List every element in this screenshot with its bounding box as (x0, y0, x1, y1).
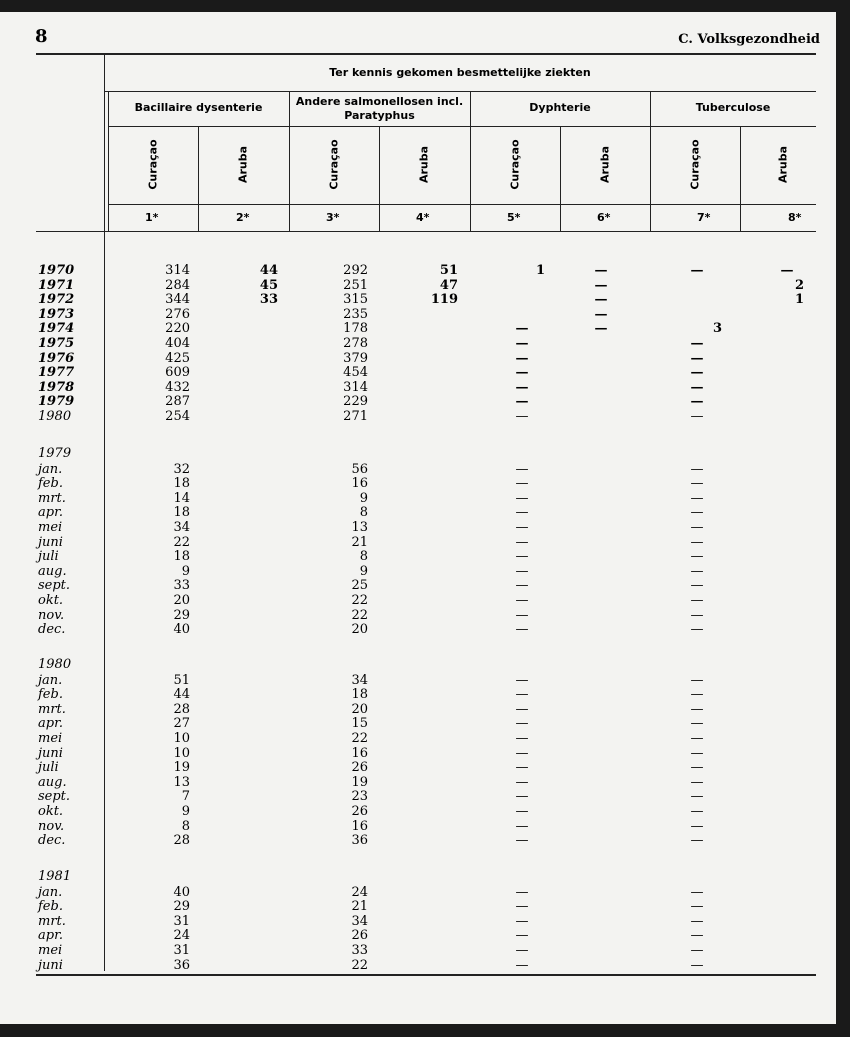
table-cell: 33 (173, 578, 190, 594)
row-label: aug. (38, 563, 67, 579)
table-cell: — (515, 622, 529, 638)
table-cell: — (690, 731, 704, 746)
table-cell: — (690, 701, 704, 717)
row-label: feb. (38, 687, 63, 703)
table-cell: 254 (165, 409, 190, 424)
table-cell: 3 (712, 321, 722, 337)
column-divider (740, 126, 741, 231)
table-cell: 178 (343, 321, 368, 337)
table-cell: 31 (173, 943, 190, 958)
table-cell: — (690, 365, 704, 381)
row-label: juli (38, 549, 59, 565)
table-cell: — (515, 534, 529, 550)
table-main-header: Ter kennis gekomen besmettelijke ziekten (329, 66, 591, 79)
row-label: feb. (38, 899, 63, 915)
group-header-dyphterie: Dyphterie (529, 101, 591, 114)
table-cell: 29 (173, 899, 190, 915)
row-label: okt. (38, 804, 64, 819)
table-cell: 31 (173, 913, 190, 929)
header-rule-2 (108, 126, 816, 127)
table-cell: — (515, 818, 529, 834)
table-cell: 8 (181, 818, 190, 834)
header-rule-3 (108, 204, 816, 205)
table-cell: 33 (259, 292, 278, 308)
row-label: juni (38, 745, 63, 761)
table-cell: 40 (173, 622, 190, 638)
table-cell: — (690, 336, 704, 351)
table-cell: 29 (173, 607, 190, 623)
table-cell: 432 (165, 379, 190, 395)
table-cell: 28 (173, 833, 190, 849)
table-cell: 16 (351, 476, 368, 492)
row-label: mrt. (38, 490, 66, 506)
row-label: jan. (38, 461, 63, 477)
table-cell: 425 (165, 350, 190, 366)
table-cell: 20 (351, 622, 368, 638)
table-cell: — (690, 563, 704, 579)
table-cell: 21 (351, 534, 368, 550)
table-cell: — (690, 350, 704, 366)
table-cell: 220 (165, 321, 190, 337)
row-label: sept. (38, 789, 71, 805)
table-cell: — (690, 789, 704, 805)
group-header-dysenterie: Bacillaire dysenterie (134, 101, 263, 114)
column-label-3: Curaçao (327, 139, 341, 190)
column-label-6: Aruba (598, 145, 612, 184)
table-cell: — (690, 578, 704, 594)
table-cell: — (690, 379, 704, 395)
row-label: 1973 (38, 306, 75, 322)
row-label: 1975 (38, 336, 75, 351)
table-cell: — (515, 731, 529, 746)
table-cell: — (515, 884, 529, 900)
table-cell: — (690, 490, 704, 506)
row-label: jan. (38, 884, 63, 900)
table-cell: 9 (181, 804, 190, 819)
table-cell: — (690, 928, 704, 944)
table-top-rule (36, 53, 816, 55)
table-cell: 276 (165, 306, 190, 322)
table-cell: 235 (343, 306, 368, 322)
column-number-7: 7* (697, 211, 711, 224)
row-label: aug. (38, 774, 67, 790)
table-cell: 10 (173, 731, 190, 746)
table-cell: — (515, 701, 529, 717)
table-cell: 44 (173, 687, 190, 703)
row-label: 1974 (38, 321, 75, 337)
table-cell: 22 (351, 607, 368, 623)
table-cell: 40 (173, 884, 190, 900)
table-bottom-rule (36, 974, 816, 976)
table-cell: 28 (173, 701, 190, 717)
table-cell: — (515, 672, 529, 688)
table-cell: 19 (351, 774, 368, 790)
table-cell: — (515, 928, 529, 944)
table-cell: 44 (259, 263, 278, 278)
table-cell: 379 (343, 350, 368, 366)
column-divider (379, 126, 380, 231)
table-cell: — (515, 774, 529, 790)
table-cell: — (690, 672, 704, 688)
table-cell: 314 (343, 379, 368, 395)
row-label: 1980 (38, 409, 72, 424)
table-cell: — (515, 789, 529, 805)
table-cell: — (690, 607, 704, 623)
row-label: sept. (38, 578, 71, 594)
table-cell: — (515, 379, 529, 395)
table-cell: 22 (351, 593, 368, 608)
column-number-1: 1* (145, 211, 159, 224)
column-number-6: 6* (597, 211, 611, 224)
row-label: 1977 (38, 365, 75, 381)
table-cell: 27 (173, 716, 190, 732)
table-cell: 19 (173, 760, 190, 776)
table-cell: — (690, 716, 704, 732)
table-cell: — (690, 593, 704, 608)
row-label: apr. (38, 928, 63, 944)
row-label: 1979 (38, 394, 75, 410)
block-year-label: 1980 (38, 657, 72, 672)
section-title: C. Volksgezondheid (678, 32, 820, 47)
table-cell: — (780, 263, 794, 278)
table-cell: 271 (343, 409, 368, 424)
table-cell: 13 (173, 774, 190, 790)
table-stub-divider (104, 55, 105, 971)
table-cell: 1 (535, 263, 545, 278)
table-cell: 314 (165, 263, 190, 278)
table-cell: 18 (173, 549, 190, 565)
table-cell: 229 (343, 394, 368, 410)
table-cell: 287 (165, 394, 190, 410)
row-label: nov. (38, 818, 65, 834)
table-cell: — (515, 607, 529, 623)
table-cell: 22 (351, 731, 368, 746)
page-number: 8 (35, 26, 48, 47)
table-cell: 9 (359, 563, 368, 579)
table-cell: — (690, 476, 704, 492)
row-label: okt. (38, 593, 64, 608)
table-cell: 36 (351, 833, 368, 849)
column-label-1: Curaçao (146, 139, 160, 190)
table-cell: 15 (351, 716, 368, 732)
column-label-8: Aruba (776, 145, 790, 184)
table-cell: — (690, 461, 704, 477)
row-label: 1978 (38, 379, 75, 395)
table-cell: — (515, 804, 529, 819)
table-cell: — (515, 913, 529, 929)
row-label: feb. (38, 476, 63, 492)
column-label-2: Aruba (236, 145, 250, 184)
table-cell: — (690, 760, 704, 776)
row-label: 1970 (38, 263, 75, 278)
document-page (0, 12, 836, 1024)
table-cell: 18 (173, 505, 190, 521)
table-cell: 18 (351, 687, 368, 703)
table-cell: 13 (351, 520, 368, 535)
row-label: jan. (38, 672, 63, 688)
table-cell: — (690, 913, 704, 929)
table-cell: 20 (173, 593, 190, 608)
row-label: dec. (38, 622, 66, 638)
table-cell: — (515, 321, 529, 337)
table-cell: — (515, 520, 529, 535)
column-number-5: 5* (507, 211, 521, 224)
table-cell: — (690, 884, 704, 900)
table-cell: — (515, 899, 529, 915)
column-label-4: Aruba (417, 145, 431, 184)
table-cell: — (690, 520, 704, 535)
column-number-4: 4* (416, 211, 430, 224)
table-cell: — (515, 476, 529, 492)
table-cell: — (515, 549, 529, 565)
table-cell: 16 (351, 818, 368, 834)
table-cell: 9 (181, 563, 190, 579)
table-cell: — (515, 593, 529, 608)
table-cell: 34 (351, 672, 368, 688)
table-cell: — (690, 409, 704, 424)
row-label: mei (38, 520, 63, 535)
table-cell: 609 (165, 365, 190, 381)
table-cell: — (515, 687, 529, 703)
table-cell: 14 (173, 490, 190, 506)
block-year-label: 1979 (38, 446, 72, 461)
table-cell: — (690, 505, 704, 521)
table-cell: 454 (343, 365, 368, 381)
column-label-7: Curaçao (688, 139, 702, 190)
header-bottom-rule (36, 231, 816, 232)
table-cell: — (690, 263, 704, 278)
table-cell: — (690, 774, 704, 790)
table-cell: 36 (173, 957, 190, 973)
table-cell: — (515, 394, 529, 410)
table-cell: 278 (343, 336, 368, 351)
row-label: nov. (38, 607, 65, 623)
table-cell: — (515, 350, 529, 366)
table-cell: 34 (351, 913, 368, 929)
table-cell: 26 (351, 760, 368, 776)
row-label: apr. (38, 716, 63, 732)
row-label: mrt. (38, 701, 66, 717)
table-cell: — (690, 833, 704, 849)
column-number-2: 2* (236, 211, 250, 224)
table-cell: — (594, 306, 608, 322)
row-label: mrt. (38, 913, 66, 929)
table-cell: — (690, 549, 704, 565)
row-label: mei (38, 943, 63, 958)
group-header-tuberculose: Tuberculose (695, 101, 771, 114)
table-cell: 23 (351, 789, 368, 805)
table-cell: 7 (181, 789, 190, 805)
group-header-salmonellosen: Andere salmonellosen incl. Paratyphus (295, 95, 464, 122)
table-cell: 20 (351, 701, 368, 717)
row-label: 1976 (38, 350, 75, 366)
table-cell: 22 (351, 957, 368, 973)
table-cell: — (690, 394, 704, 410)
column-divider (560, 126, 561, 231)
table-cell: — (594, 321, 608, 337)
column-divider (198, 126, 199, 231)
table-cell: 10 (173, 745, 190, 761)
table-cell: — (515, 833, 529, 849)
table-cell: 315 (343, 292, 368, 308)
table-cell: 51 (439, 263, 458, 278)
table-cell: — (515, 461, 529, 477)
table-cell: — (515, 365, 529, 381)
table-cell: — (594, 277, 608, 293)
table-cell: 34 (173, 520, 190, 535)
table-cell: 284 (165, 277, 190, 293)
table-cell: — (515, 505, 529, 521)
table-cell: — (690, 818, 704, 834)
table-cell: 8 (359, 549, 368, 565)
row-label: 1971 (38, 277, 75, 293)
table-cell: 251 (343, 277, 368, 293)
table-cell: 24 (351, 884, 368, 900)
table-cell: — (594, 263, 608, 278)
table-cell: 24 (173, 928, 190, 944)
table-cell: — (690, 943, 704, 958)
column-number-3: 3* (326, 211, 340, 224)
table-cell: — (515, 943, 529, 958)
table-cell: — (690, 804, 704, 819)
table-cell: 18 (173, 476, 190, 492)
table-cell: — (594, 292, 608, 308)
table-cell: 1 (794, 292, 804, 308)
table-cell: 344 (165, 292, 190, 308)
table-cell: — (690, 899, 704, 915)
table-cell: — (515, 716, 529, 732)
table-cell: — (515, 760, 529, 776)
table-cell: — (690, 745, 704, 761)
table-cell: — (690, 687, 704, 703)
table-cell: 404 (165, 336, 190, 351)
header-rule-1 (104, 91, 816, 92)
table-cell: 33 (351, 943, 368, 958)
column-number-8: 8* (788, 211, 802, 224)
table-cell: — (690, 622, 704, 638)
table-cell: — (690, 957, 704, 973)
table-cell: — (515, 336, 529, 351)
table-cell: 16 (351, 745, 368, 761)
table-cell: 119 (430, 292, 458, 308)
table-cell: — (515, 563, 529, 579)
table-cell: — (690, 534, 704, 550)
table-cell: 45 (259, 277, 278, 293)
table-cell: — (515, 578, 529, 594)
row-label: dec. (38, 833, 66, 849)
table-cell: 22 (173, 534, 190, 550)
row-label: juli (38, 760, 59, 776)
table-cell: 51 (173, 672, 190, 688)
table-cell: 21 (351, 899, 368, 915)
table-cell: 8 (359, 505, 368, 521)
table-cell: 26 (351, 804, 368, 819)
table-cell: — (515, 490, 529, 506)
table-cell: — (515, 745, 529, 761)
table-cell: 2 (794, 277, 804, 293)
row-label: 1972 (38, 292, 75, 308)
column-label-5: Curaçao (508, 139, 522, 190)
table-cell: 26 (351, 928, 368, 944)
row-label: apr. (38, 505, 63, 521)
table-cell: 292 (343, 263, 368, 278)
table-cell: 47 (439, 277, 458, 293)
table-cell: 9 (359, 490, 368, 506)
table-cell: — (515, 957, 529, 973)
block-year-label: 1981 (38, 869, 72, 884)
table-cell: 56 (351, 461, 368, 477)
row-label: juni (38, 957, 63, 973)
table-cell: 32 (173, 461, 190, 477)
table-cell: 25 (351, 578, 368, 594)
table-cell: — (515, 409, 529, 424)
row-label: juni (38, 534, 63, 550)
row-label: mei (38, 731, 63, 746)
